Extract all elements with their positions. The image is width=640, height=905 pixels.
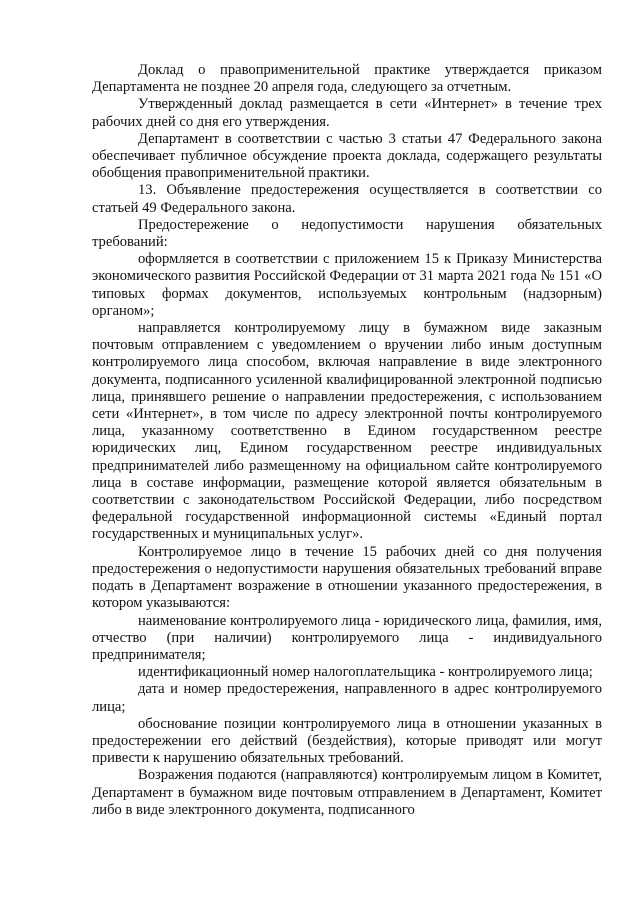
paragraph-report-publication: Утвержденный доклад размещается в сети «Интернет» в течение трех рабочих дней со дня его утверждения.	[92, 96, 602, 130]
paragraph-objection-inn: идентификационный номер налогоплательщика - контролируемого лица;	[138, 664, 593, 681]
paragraph-warning-intro: Предостережение о недопустимости нарушения обязательных требований:	[92, 216, 602, 251]
paragraph-report-approval: Доклад о правоприменительной практике утверждается приказом Департамента не позднее 20 апреля года, следующего за отчетным.	[92, 62, 602, 96]
paragraph-warning-delivery: направляется контролируемому лицу в бумажном виде заказным почтовым отправлением с уведомлением о вручении либо иным доступным контролируемого лица способом, включая направление в виде электронного документа, подписанного усиленной квалифицированной электронной подписью лица, принявшего решение о направлении предостережения, с использованием сети «Интернет», в том числе по адресу электронной почты контролируемого лица, указанному соответственно в Едином государственном реестре юридических лиц, Едином государственном реестре индивидуальных предпринимателей либо размещенному на официальном сайте контролируемого лица в составе информации, размещение которой является обязательным в соответствии с законодательством Российской Федерации, либо посредством федеральной государственной информационной системы «Единый портал государственных и муниципальных услуг».	[92, 320, 602, 543]
paragraph-13-warning: 13. Объявление предостережения осуществляется в соответствии со статьей 49 Федерального закона.	[92, 182, 602, 216]
document-page	[92, 62, 602, 819]
paragraph-public-discussion: Департамент в соответствии с частью 3 статьи 47 Федерального закона обеспечивает публичное обсуждение проекта доклада, содержащего результаты обобщения правоприменительной практики.	[92, 130, 602, 182]
paragraph-objection-right: Контролируемое лицо в течение 15 рабочих дней со дня получения предостережения о недопустимости нарушения обязательных требований вправе подать в Департамент возражение в отношении указанного предостережения, в котором указываются:	[92, 543, 602, 612]
paragraph-objection-date: дата и номер предостережения, направленного в адрес контролируемого лица;	[92, 681, 602, 715]
paragraph-objection-submission: Возражения подаются (направляются) контролируемым лицом в Комитет, Департамент в бумажном виде почтовым отправлением в Департамент, Комитет либо в виде электронного документа, подписанного	[92, 767, 602, 818]
paragraph-objection-name: наименование контролируемого лица - юридического лица, фамилия, имя, отчество (при наличии) контролируемого лица - индивидуального предпринимателя;	[92, 612, 602, 663]
paragraph-objection-reasoning: обоснование позиции контролируемого лица в отношении указанных в предостережении его действий (бездействия), которые приводят или могут привести к нарушению обязательных требований.	[92, 715, 602, 767]
paragraph-warning-form: оформляется в соответствии с приложением 15 к Приказу Министерства экономического развития Российской Федерации от 31 марта 2021 года № 151 «О типовых формах документов, используемых контрольным (надзорным) органом»;	[92, 251, 602, 319]
